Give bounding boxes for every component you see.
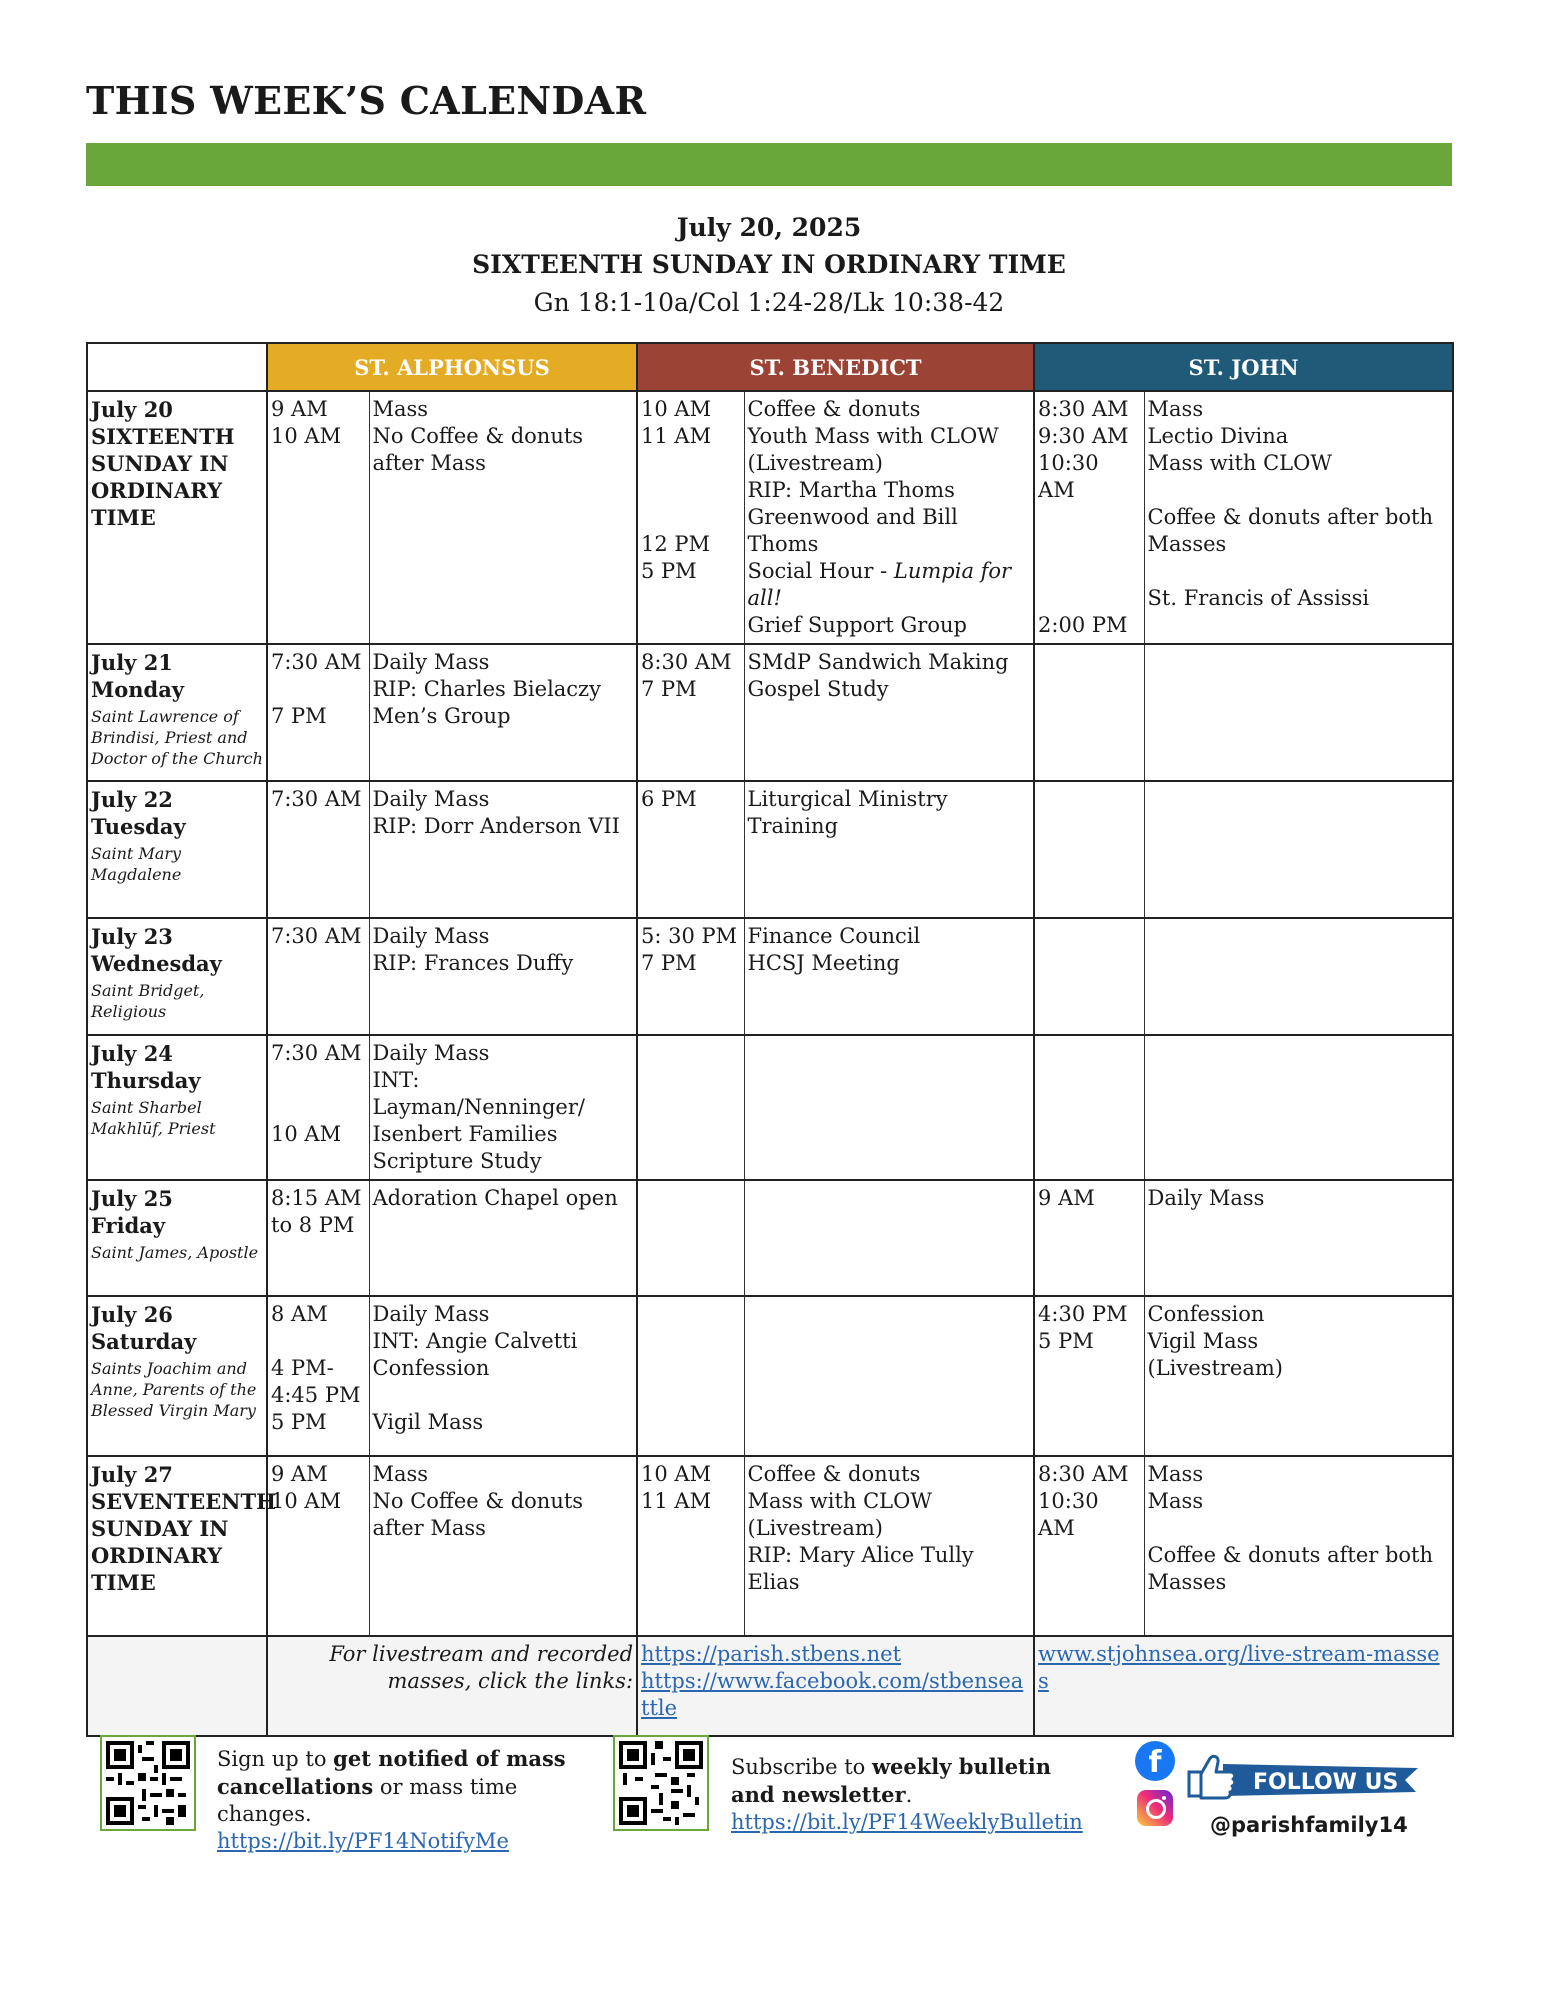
livestream-links-row	[87, 1636, 1453, 1736]
day-saint: Saint Lawrence of Brindisi, Priest and Doctor of the Church	[91, 707, 263, 768]
alphonsus-events: Daily Mass INT: Layman/Nenninger/ Isenbert Families Scripture Study	[369, 1035, 637, 1180]
john-events: Confession Vigil Mass (Livestream)	[1144, 1296, 1453, 1456]
alphonsus-times: 9 AM 10 AM	[267, 391, 369, 644]
facebook-icon[interactable]: f	[1135, 1741, 1175, 1781]
alphonsus-events: Mass No Coffee & donuts after Mass	[369, 1456, 637, 1636]
alphonsus-events: Daily Mass RIP: Dorr Anderson VII	[369, 781, 637, 918]
alphonsus-times: 7:30 AM	[267, 918, 369, 1035]
follow-us-label: FOLLOW US	[1253, 1770, 1399, 1795]
day-saint: Saint Sharbel Makhlūf, Priest	[91, 1098, 216, 1138]
day-date: July 27	[91, 1462, 173, 1487]
day-date: July 21	[91, 650, 173, 675]
calendar-row	[87, 1035, 1453, 1180]
calendar-row	[87, 1456, 1453, 1636]
lumpia-note: Lumpia for all!	[747, 559, 1012, 610]
column-header-row	[87, 343, 1453, 391]
header-readings: Gn 18:1-10a/Col 1:24-28/Lk 10:38-42	[533, 288, 1005, 317]
notify-text	[217, 1745, 597, 1855]
benedict-times	[637, 1035, 744, 1180]
page-title: THIS WEEK’S CALENDAR	[86, 78, 647, 123]
john-events: Mass Mass Coffee & donuts after both Masses	[1144, 1456, 1453, 1636]
day-date: July 25	[91, 1186, 173, 1211]
day-cell	[87, 1296, 267, 1456]
social-handle: @parishfamily14	[1210, 1813, 1408, 1837]
benedict-times: 5: 30 PM 7 PM	[637, 918, 744, 1035]
day-saint: Saint James, Apostle	[91, 1243, 259, 1262]
benedict-times: 8:30 AM 7 PM	[637, 644, 744, 781]
benedict-events: Liturgical Ministry Training	[744, 781, 1034, 918]
blank-header-cell	[87, 343, 267, 391]
column-header-benedict: ST. BENEDICT	[637, 343, 1034, 391]
alphonsus-times: 7:30 AM 10 AM	[267, 1035, 369, 1180]
stbens-parish-link[interactable]: https://parish.stbens.net	[641, 1642, 902, 1666]
alphonsus-times: 8:15 AM to 8 PM	[267, 1180, 369, 1296]
john-times	[1034, 1035, 1144, 1180]
day-name: Saturday	[91, 1329, 197, 1354]
benedict-events: Coffee & donuts Mass with CLOW (Livestream) RIP: Mary Alice Tully Elias	[744, 1456, 1034, 1636]
livestream-label: For livestream and recorded masses, click the links:	[267, 1636, 637, 1736]
day-date: July 22	[91, 787, 173, 812]
benedict-events: SMdP Sandwich Making Gospel Study	[744, 644, 1034, 781]
day-date: July 26	[91, 1302, 173, 1327]
alphonsus-events: Daily Mass INT: Angie Calvetti Confession Vigil Mass	[369, 1296, 637, 1456]
green-divider-bar	[86, 143, 1452, 186]
john-times: 9 AM	[1034, 1180, 1144, 1296]
instagram-icon[interactable]	[1137, 1790, 1173, 1826]
benedict-events	[744, 1296, 1034, 1456]
day-name: Friday	[91, 1213, 166, 1238]
benedict-events	[744, 1180, 1034, 1296]
alphonsus-times: 7:30 AM 7 PM	[267, 644, 369, 781]
benedict-links-cell	[637, 1636, 1034, 1736]
header-date: July 20, 2025	[676, 213, 862, 242]
day-saint: Saint Bridget, Religious	[91, 981, 205, 1021]
calendar-row	[87, 781, 1453, 918]
alphonsus-events: Mass No Coffee & donuts after Mass	[369, 391, 637, 644]
calendar-row	[87, 1180, 1453, 1296]
header-occasion: SIXTEENTH SUNDAY IN ORDINARY TIME	[472, 250, 1066, 279]
social-follow	[1135, 1735, 1435, 1855]
benedict-times	[637, 1296, 744, 1456]
bulletin-pre: Subscribe to	[731, 1755, 872, 1779]
day-cell	[87, 391, 267, 644]
john-times	[1034, 781, 1144, 918]
benedict-times: 10 AM 11 AM 12 PM 5 PM	[637, 391, 744, 644]
day-cell	[87, 781, 267, 918]
john-events	[1144, 781, 1453, 918]
bulletin-link[interactable]: https://bit.ly/PF14WeeklyBulletin	[731, 1810, 1083, 1834]
calendar-row	[87, 644, 1453, 781]
day-cell	[87, 1180, 267, 1296]
stjohn-livestream-link[interactable]: www.stjohnsea.org/live-stream-masses	[1038, 1642, 1440, 1693]
benedict-times: 6 PM	[637, 781, 744, 918]
column-header-john: ST. JOHN	[1034, 343, 1453, 391]
john-events	[1144, 918, 1453, 1035]
benedict-times	[637, 1180, 744, 1296]
day-name: SEVENTEENTH SUNDAY IN ORDINARY TIME	[91, 1489, 276, 1595]
alphonsus-times: 8 AM 4 PM- 4:45 PM 5 PM	[267, 1296, 369, 1456]
alphonsus-events: Daily Mass RIP: Frances Duffy	[369, 918, 637, 1035]
day-date: July 23	[91, 924, 173, 949]
day-name: Monday	[91, 677, 185, 702]
john-events	[1144, 644, 1453, 781]
notify-post: or mass time changes.	[217, 1775, 518, 1826]
john-events: Mass Lectio Divina Mass with CLOW Coffee & donuts after both Masses St. Francis of Assissi	[1144, 391, 1453, 644]
alphonsus-events: Adoration Chapel open	[369, 1180, 637, 1296]
footer	[0, 1735, 1545, 1855]
alphonsus-events: Daily Mass RIP: Charles Bielaczy Men’s Group	[369, 644, 637, 781]
column-header-alphonsus: ST. ALPHONSUS	[267, 343, 637, 391]
notify-qr-code[interactable]	[100, 1735, 196, 1831]
john-links-cell	[1034, 1636, 1453, 1736]
day-name: Thursday	[91, 1068, 201, 1093]
day-saint: Saints Joachim and Anne, Parents of the Blessed Virgin Mary	[91, 1359, 257, 1420]
alphonsus-times: 7:30 AM	[267, 781, 369, 918]
day-cell	[87, 1456, 276, 1636]
john-events: Daily Mass	[1144, 1180, 1453, 1296]
day-cell	[87, 644, 267, 781]
day-saint: Saint Mary Magdalene	[91, 844, 182, 884]
benedict-times: 10 AM 11 AM	[637, 1456, 744, 1636]
bulletin-qr-code[interactable]	[613, 1735, 709, 1831]
calendar-row	[87, 918, 1453, 1035]
calendar-row	[87, 391, 1453, 644]
calendar-row	[87, 1296, 1453, 1456]
benedict-events-text-2: Grief Support Group	[747, 613, 967, 637]
follow-us-banner	[1183, 1750, 1418, 1804]
day-cell	[87, 918, 267, 1035]
stben-facebook-link[interactable]: https://www.facebook.com/stbenseattle	[641, 1669, 1024, 1720]
john-times: 8:30 AM 10:30 AM	[1034, 1456, 1144, 1636]
notify-bold: get notified of mass cancellations	[217, 1746, 566, 1799]
john-times	[1034, 918, 1144, 1035]
john-times	[1034, 644, 1144, 781]
weekly-calendar-table	[86, 342, 1454, 1737]
benedict-events-text: Coffee & donuts Youth Mass with CLOW (Livestream) RIP: Martha Thoms Greenwood and Bill Thoms Social Hour -	[747, 397, 999, 583]
john-times: 8:30 AM 9:30 AM 10:30 AM 2:00 PM	[1034, 391, 1144, 644]
day-cell	[87, 1035, 267, 1180]
calendar-header	[86, 210, 1452, 322]
benedict-events: Finance Council HCSJ Meeting	[744, 918, 1034, 1035]
john-events	[1144, 1035, 1453, 1180]
day-date: July 20	[91, 397, 173, 422]
bulletin-text	[731, 1753, 1083, 1836]
benedict-events	[744, 1035, 1034, 1180]
bulletin-post: .	[905, 1783, 913, 1807]
day-name: Tuesday	[91, 814, 186, 839]
bulletin-bold: weekly bulletin and newsletter	[731, 1754, 1052, 1807]
alphonsus-times: 9 AM 10 AM	[267, 1456, 369, 1636]
notify-pre: Sign up to	[217, 1747, 334, 1771]
john-times: 4:30 PM 5 PM	[1034, 1296, 1144, 1456]
notify-link[interactable]: https://bit.ly/PF14NotifyMe	[217, 1829, 509, 1853]
day-date: July 24	[91, 1041, 173, 1066]
day-name: Wednesday	[91, 951, 222, 976]
benedict-events	[744, 391, 1034, 644]
blank-links-cell	[87, 1636, 267, 1736]
day-name: SIXTEENTH SUNDAY IN ORDINARY TIME	[91, 424, 235, 530]
